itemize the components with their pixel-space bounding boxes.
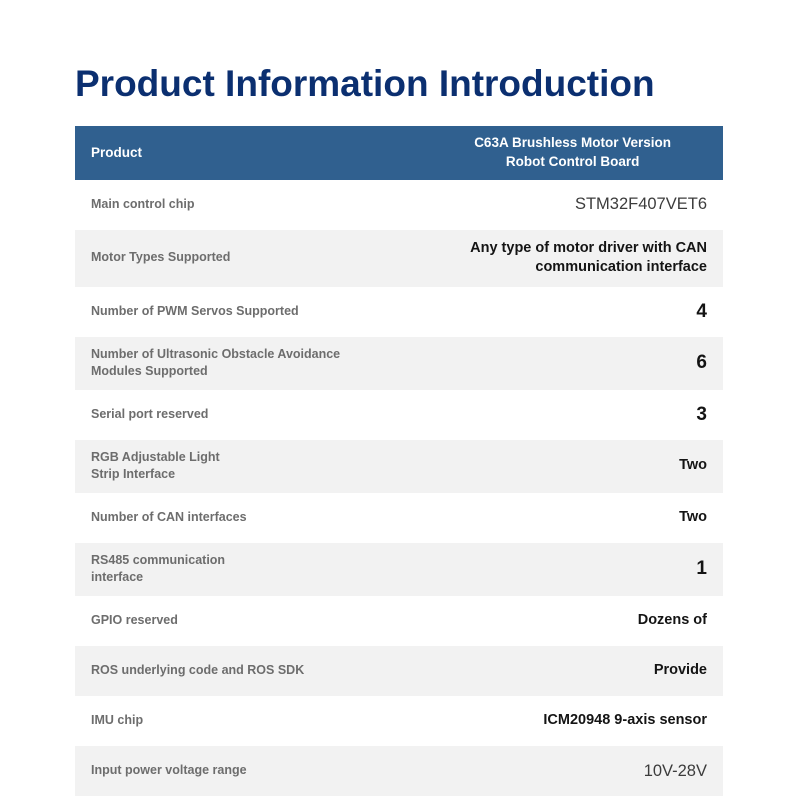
row-label: Number of Ultrasonic Obstacle Avoidance Modules Supported bbox=[91, 346, 341, 379]
spec-table-row bbox=[75, 596, 723, 646]
spec-table-header-row bbox=[75, 126, 723, 180]
header-product-label: Product bbox=[91, 145, 143, 161]
spec-table-row bbox=[75, 180, 723, 230]
row-label: Main control chip bbox=[91, 196, 195, 211]
product-info-page bbox=[75, 0, 723, 796]
page-title: Product Information Introduction bbox=[75, 63, 655, 104]
spec-table-row bbox=[75, 646, 723, 696]
row-label: Number of PWM Servos Supported bbox=[91, 303, 299, 318]
row-value: 3 bbox=[696, 403, 707, 425]
row-value: Provide bbox=[653, 661, 707, 678]
row-value: 4 bbox=[696, 300, 707, 322]
spec-table-row bbox=[75, 287, 723, 337]
row-label: Serial port reserved bbox=[91, 406, 209, 421]
spec-table-body bbox=[75, 180, 723, 796]
spec-table bbox=[75, 126, 723, 796]
spec-table-row bbox=[75, 493, 723, 543]
row-label: Input power voltage range bbox=[91, 762, 247, 777]
spec-table-row bbox=[75, 440, 723, 493]
spec-table-row bbox=[75, 230, 723, 287]
row-value: Two bbox=[679, 457, 707, 474]
header-product-value: C63A Brushless Motor Version Robot Control Board bbox=[474, 135, 671, 169]
row-value: STM32F407VET6 bbox=[574, 195, 707, 214]
spec-table-row bbox=[75, 543, 723, 596]
row-label: ROS underlying code and ROS SDK bbox=[91, 662, 305, 677]
row-value: Dozens of bbox=[637, 611, 707, 628]
row-value: 6 bbox=[696, 352, 707, 374]
row-value: 10V-28V bbox=[643, 761, 707, 780]
row-label: Number of CAN interfaces bbox=[91, 509, 247, 524]
spec-table-row bbox=[75, 746, 723, 796]
row-value: 1 bbox=[696, 558, 707, 580]
spec-table-row bbox=[75, 337, 723, 390]
row-label: Motor Types Supported bbox=[91, 250, 231, 265]
row-value: ICM20948 9-axis sensor bbox=[543, 711, 707, 728]
row-label: RS485 communication interface bbox=[91, 552, 226, 585]
row-label: GPIO reserved bbox=[91, 612, 178, 627]
row-value: Any type of motor driver with CAN communication interface bbox=[470, 239, 707, 276]
row-label: RGB Adjustable Light Strip Interface bbox=[91, 449, 220, 482]
row-value: Two bbox=[679, 508, 707, 525]
row-label: IMU chip bbox=[91, 712, 144, 727]
spec-table-row bbox=[75, 696, 723, 746]
spec-table-row bbox=[75, 390, 723, 440]
